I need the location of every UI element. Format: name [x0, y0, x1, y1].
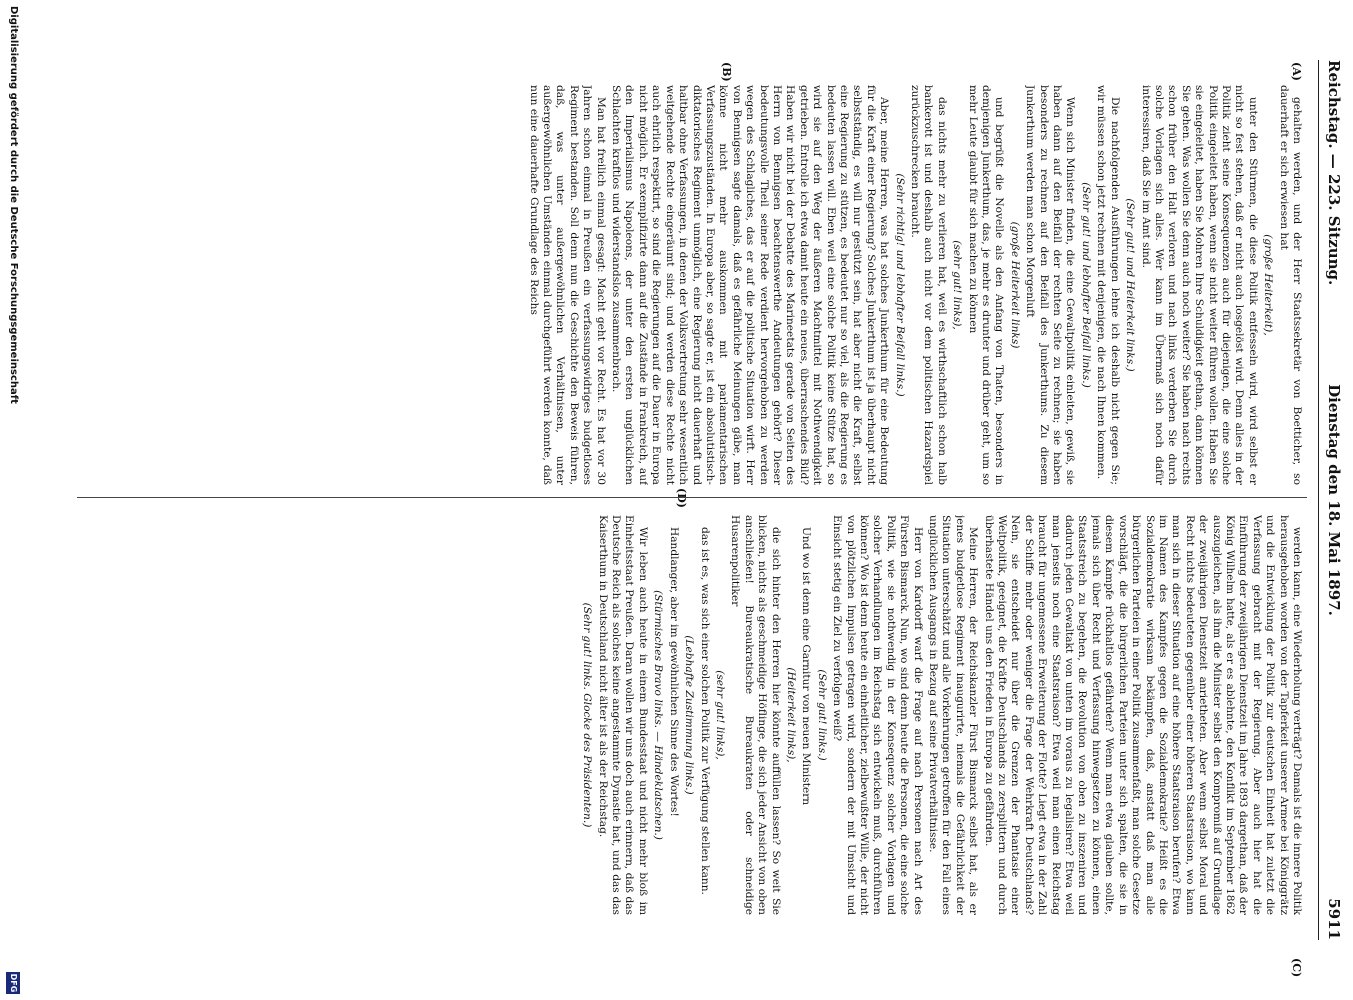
margin-marker-b: (B) [720, 62, 733, 82]
stage-direction: (große Heiterkeit), [1262, 234, 1275, 336]
paragraph: Wenn sich Minister finden, die eine Gewaltpolitik einleiten, gewiß, sie haben dann auf den Beifall der rechten Seite zu rechnen; sie haben besonders zu rechnen auf den Beifall des Junkerthums. Zu diesem Junkerthum werden man schon Morgenluft [1024, 85, 1077, 485]
funding-note: Digitalisierung gefördert durch die Deutsche Forschungsgemeinschaft [8, 6, 19, 404]
paragraph: werden kann, eine Wiederholung verträgt? Damals ist die innere Politik herausgehoben worden von der Tapferkeit unserer Armee bei Königgrätz und die Entwicklung der Politik zur deutschen Einheit hat zuletzt die Verfassung gebracht mit der Regierung. Aber auch hier hat die Einführung der zweijährigen Dienstzeit im Jahre 1893 dargethan, daß der König Wilhelm hatte, als er es ablehnte, den Konflikt im September 1862 auszugleichen, als ihm die Minister selbst den Kompromiß auf Grundlage der zweijährigen Dienstzeit anrietheten. Aber wenn selbst Moral und Recht nichts bedeuteten gegenüber einer höheren Staatsraison, wo kann man sich in dieser Situation auf eine höhere Staatsraison berufen? Etwa im Namen des Kampfes gegen die Sozialdemokratie? Heißt es die Sozialdemokratie wirksam bekämpfen, daß, anstatt daß man alle bürgerlichen Parteien in einer Politik zusammenfaßt, man solche Gesetze vorschlägt, die die bürgerlichen Parteien unter sich spalten, die sie in diesem Kampfe rückhaltlos gefährden? Wenn man etwa glauben sollte, jemals sich über Recht und Verfassung hinwegsetzen zu können, einen Staatsstreich zu begehen, die Revolution von oben zu inszeniren und dadurch jeden Gewaltakt von unten im voraus zu legalisiren? Etwa weil man jenseits noch eine Staatsraison? Etwa weil man einen Reichstag braucht für ungemessene Erweiterung der Flotte? Liegt etwa in der Zahl der Schiffe mehr oder weniger die Frage der Wehrkraft Deutschlands? Nein, sie entscheidet nur über die Grenzen der Phantasie einer Weltpolitik, geeignet, die Kräfte Deutschlands zu zersplittern und durch überhastete Händel uns den Frieden in Europa zu gefährden. [982, 515, 1303, 915]
stage-direction: (sehr gut! links), [951, 240, 964, 330]
paragraph: Meine Herren, der Reichskanzler Fürst Bismarck selbst hat, als er jenes budgetlose Regiment inaugurirte, niemals die Gefährlichkeit der Situation unterschätzt und alle Vorkehrungen getroffen für den Fall eines unglücklichen Ausgangs in Bezug auf seine Privatverhältnisse. [927, 515, 980, 915]
page-header [1318, 60, 1345, 940]
header-session: Reichstag. — 223. Sitzung. [1325, 60, 1343, 286]
stage-direction: (Sehr gut! links.) [815, 669, 828, 761]
stage-direction: (Stürmisches Bravo links. — Händeklatschen.) [652, 590, 665, 840]
paragraph: die sich hinter den Herren hier könnte auffüllen lassen? So weit Sie blicken, nichts als geschmeidige Höflinge, die sich jeder Ansicht von oben anschließen! Bureaukratische Bureaukraten oder schneidige Husarenpolitiker [729, 515, 782, 915]
stage-direction: (Heiterkeit links), [784, 667, 797, 763]
paragraph: Man hat freilich einmal gesagt: Macht geht vor Recht. Es hat vor 30 Jahren schon einmal in Preußen ein verfassungswidriges budgetloses Regiment bestanden. Soll denn nun die Geschichte den Beweis führen, daß, was unter außergewöhnlichen Verhältnissen, unter außergewöhnlichen Umständen einmal durchgeführt werden konnte, daß nun eine dauerhafte Grundlage des Reichs [527, 85, 607, 485]
paragraph: gehalten werden, und der Herr Staatssekretär von Boetticher, so dauerhaft er sich erwiesen hat [1277, 85, 1303, 485]
stage-direction: (sehr gut! links), [713, 670, 726, 760]
paragraph: unter den Stürmen, die diese Politik entfesseln wird, wird selbst er nicht so fest stehen, daß er nicht auch losgelöst wird. Denn alles in der Politik zieht seine Konsequenzen auch für diejenigen, die eine solche Politik eingeleitet haben, wenn sie nicht weiter führen wollen. Haben Sie sie eingeleitet, haben Sie Mohren Ihre Schuldigkeit gethan, dann können Sie gehen. Was wollen Sie denn auch noch weiter? Sie haben nach rechts schon früher den Halt verloren und nach links verderben Sie durch solche Vorlagen sich alles. Wer kann im Übermaß sich noch dafür interessiren, daß Sie im Amt sind. [1139, 85, 1259, 485]
paragraph: das nichts mehr zu verlieren hat, weil es wirthschaftlich schon halb bankerott ist und deshalb auch nicht vor dem politischen Hazardspiel zurückzuschrecken braucht. [909, 85, 948, 485]
stage-direction: (Sehr richtig! und lebhafter Beifall links.) [893, 173, 906, 397]
stage-direction: (Lebhafte Zustimmung links.) [683, 635, 696, 795]
page-number: 5911 [1325, 898, 1343, 940]
margin-marker-a: (A) [1290, 62, 1303, 81]
paragraph: Handlanger, aber im gewöhnlichen Sinne des Wortes! [667, 527, 680, 817]
margin-marker-c: (C) [1290, 958, 1303, 978]
paragraph: Wir leben auch heute in einem Bundesstaat und nicht mehr bloß im Einheitsstaat Preußen. Daran wollen wir uns doch auch erinnern, daß das Deutsche Reich als solches keine angestammte Dynastie hat, und das das Kaiserthum in Deutschland nicht älter ist als der Reichstag. [596, 515, 649, 915]
digitization-footer [3, 0, 21, 1000]
paragraph: Die nachfolgenden Ausführungen lehne ich deshalb nicht gegen Sie; wir müssen schon jetzt rechnen mit denjenigen, die nach Ihnen kommen. [1095, 85, 1121, 485]
stage-direction: (Sehr gut! links. Glocke des Präsidenten.) [581, 602, 594, 828]
paragraph: das ist es, was sich einer solchen Politik zur Verfügung stellen kann. [698, 527, 711, 895]
stage-direction: (große Heiterkeit links) [1008, 221, 1021, 349]
paragraph: Aber, meine Herren, was hat solches Junkerthum für eine Bedeutung für die Kraft einer Regierung? Solches Junkerthum ist ja überhaupt nicht selbstständig, es will nur gestützt sein, hat aber nicht die Kraft, selbst eine Regierung zu stützen, es bedeutet nur so viel, als die Regierung es bedeuten lassen will. Eben weil eine solche Politik keine Stütze hat, so wird sie auf den Weg der äußeren Machtmittel mit Nothwendigkeit getrieben. Entrolle ich etwa damit heute ein neues, überraschendes Bild? Haben wir nicht bei der Debatte des Marineetats gerade von Seiten des Herrn von Bennigsen beachtenswerthe Andeutungen gehört? Dieser bedeutungsvolle Theil seiner Rede verdient hervorgehoben zu werden wegen des Schlagliches, das er auf die politische Situation wirft. Herr von Bennigsen sagte damals, daß es gefährliche Meinungen gäbe, man könne nicht mehr auskommen mit parlamentarischen Verfassungszuständen. In Europa aber, so sagte er, ist ein absolutistisch-diktatorisches Regiment unmöglich, eine Regierung nicht dauerhaft und haltbar ohne Verfassungen, in denen der Volksvertretung sehr wesentlich weitgehende Rechte eingeräumt sind; und werden diese Rechte nicht auch ehrlich respektirt, so sind die Regierungen auf die Dauer in Europa nicht möglich. Er exemplifizirte dann auf die Zustände in Frankreich, auf den Imperialismus Napoleons, der unter den ersten unglücklichen Schlachten kraftlos und widerstandslos zusammenbrach. [610, 85, 891, 485]
stage-direction: (Sehr gut! und lebhafter Beifall links.) [1079, 182, 1092, 388]
paragraph: und begrüßt die Novelle als den Anfang von Thaten, besonders in demjenigen Junkerthum, das, je mehr es drunter und drüber geht, um so mehr Leute glaubt für sich machen zu können [966, 85, 1006, 485]
text-column-right [83, 515, 1303, 915]
header-date: Dienstag den 18. Mai 1897. [1325, 384, 1343, 616]
stage-direction: (Sehr gut! und Heiterkeit links.) [1124, 198, 1137, 372]
dfg-logo: DFG [6, 972, 20, 994]
paragraph: Und wo ist denn eine Garnitur von neuen Ministern [800, 527, 813, 806]
paragraph: Herr von Kardorff warf die Frage auf nach Personen nach Art des Fürsten Bismarck. Nun, wo sind denn heute die Personen, die eine solche Politik, wie sie nothwendig in der Konsequenz solcher Vorlagen und solcher Verhandlungen im Reichstag sich entwickeln muß, durchführen können? Wo ist denn heute ein einheitlicher, zielbewußter Wille, der nicht von plötzlichen Impulsen getragen wird, sondern der mit Umsicht und Einsicht stetig ein Ziel zu verfolgen weiß? [831, 515, 924, 915]
column-divider [77, 497, 1307, 498]
text-column-left [83, 85, 1303, 485]
